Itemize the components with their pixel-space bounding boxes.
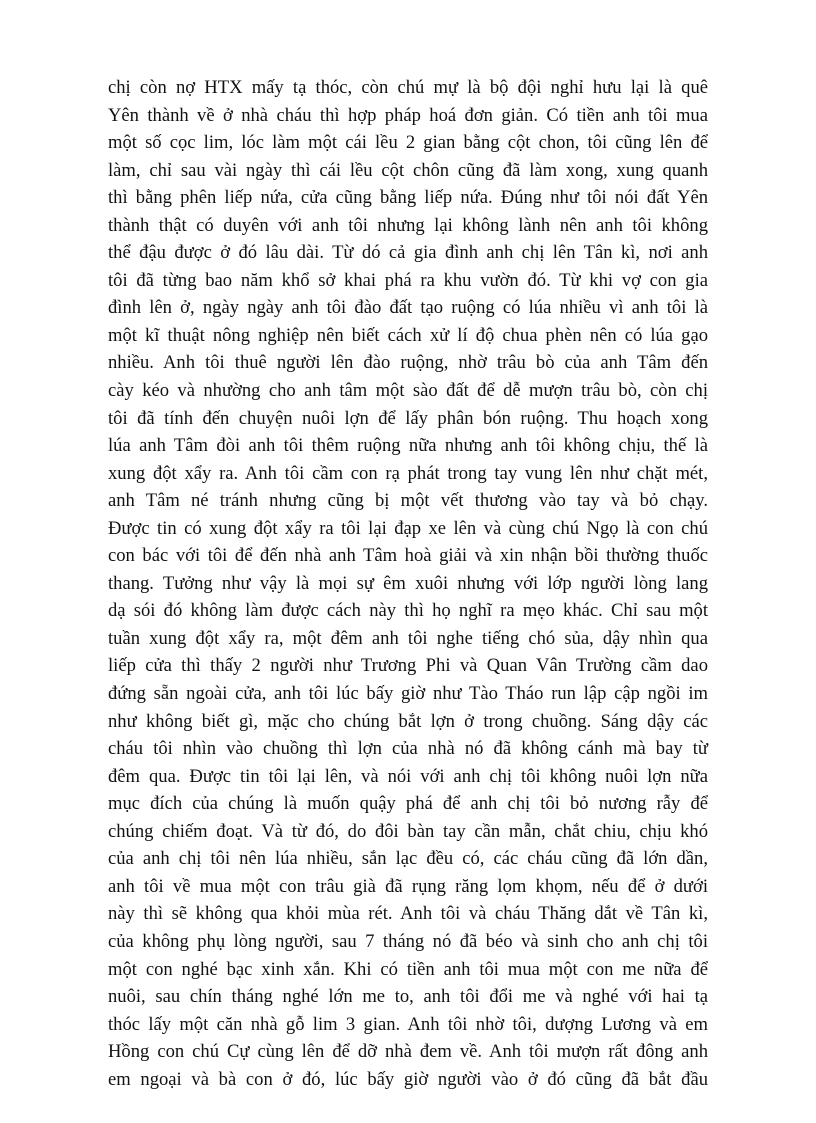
text-line: nhiều. Anh tôi thuê người lên đào ruộng, nhờ trâu bò của anh Tâm đến <box>108 352 708 374</box>
text-line: thành thật có duyên với anh tôi nhưng lại không lành nên anh tôi không <box>108 214 708 236</box>
text-line: một kĩ thuật nông nghiệp nên biết cách xử lí độ chua phèn nên có lúa gạo <box>108 324 708 346</box>
text-line: thóc lấy một căn nhà gỗ lim 3 gian. Anh tôi nhờ tôi, dượng Lương và em <box>108 1013 708 1035</box>
text-line: này thì sẽ không qua khỏi mùa rét. Anh tôi và cháu Thăng dắt về Tân kì, <box>108 903 708 925</box>
text-line: của anh chị tôi nên lúa nhiều, sắn lạc đều có, các cháu cũng đã lớn dần, <box>108 848 708 870</box>
text-line: của không phụ lòng người, sau 7 tháng nó đã béo và sinh cho anh chị tôi <box>108 930 708 952</box>
text-line: như không biết gì, mặc cho chúng bắt lợn ở trong chuồng. Sáng dậy các <box>108 710 708 732</box>
text-line: thể đậu được ở đó lâu dài. Từ dó cả gia đình anh chị lên Tân kì, nơi anh <box>108 242 708 264</box>
text-line: mục đích của chúng là muốn quậy phá để anh chị tôi bỏ nương rẫy để <box>108 793 708 815</box>
text-line: em ngoại và bà con ở đó, lúc bấy giờ người vào ở đó cũng đã bắt đầu <box>108 1068 708 1090</box>
text-line: Được tin có xung đột xẩy ra tôi lại đạp xe lên và cùng chú Ngọ là con chú <box>108 517 708 539</box>
text-line: nuôi, sau chín tháng nghé lớn me to, anh tôi đổi me và nghé với hai tạ <box>108 986 708 1008</box>
text-line: một con nghé bạc xinh xắn. Khi có tiền anh tôi mua một con me nữa để <box>108 958 708 980</box>
text-line: lúa anh Tâm đòi anh tôi thêm ruộng nữa nhưng anh tôi không chịu, thế là <box>108 435 708 457</box>
text-line: chị còn nợ HTX mấy tạ thóc, còn chú mự là bộ đội nghỉ hưu lại là quê <box>108 77 708 98</box>
text-line: đêm qua. Được tin tôi lại lên, và nói với anh chị tôi không nuôi lợn nữa <box>108 765 708 787</box>
text-line: một số cọc lim, lóc làm một cái lều 2 gian bằng cột chon, tôi cũng lên để <box>108 132 708 154</box>
text-line: thang. Tưởng như vậy là mọi sự êm xuôi nhưng với lớp người lòng lang <box>108 572 708 594</box>
text-line: cháu tôi nhìn vào chuồng thì lợn của nhà nó đã không cánh mà bay từ <box>108 738 708 760</box>
text-line: thì bằng phên liếp nứa, cửa cũng bằng liếp nứa. Đúng như tôi nói đất Yên <box>108 187 708 209</box>
text-line: tôi đã từng bao năm khổ sở khai phá ra khu vườn đó. Từ khi vợ con gia <box>108 269 708 291</box>
text-line: con bác với tôi để đến nhà anh Tâm hoà giải và xin nhận bồi thường thuốc <box>108 545 708 567</box>
text-line: liếp cửa thì thấy 2 người như Trương Phi và Quan Vân Trường cầm dao <box>108 655 708 677</box>
text-line: xung đột xẩy ra. Anh tôi cầm con rạ phát trong tay vung lên như chặt mét, <box>108 462 708 484</box>
text-line: đứng sẵn ngoài cửa, anh tôi lúc bấy giờ như Tào Tháo run lập cập ngồi im <box>108 683 708 705</box>
text-line: chúng chiếm đoạt. Và từ đó, do đôi bàn tay cần mẫn, chắt chiu, chịu khó <box>108 820 708 842</box>
text-line: làm, chỉ sau vài ngày thì cái lều cột chôn cũng đã làm xong, xung quanh <box>108 159 708 181</box>
text-line: Hồng con chú Cự cùng lên để dỡ nhà đem về. Anh tôi mượn rất đông anh <box>108 1041 708 1063</box>
text-line: cày kéo và nhường cho anh tâm một sào đất để dễ mượn trâu bò, còn chị <box>108 380 708 402</box>
text-line: tuần xung đột xẩy ra, một đêm anh tôi nghe tiếng chó sủa, dậy nhìn qua <box>108 627 708 649</box>
text-line: tôi đã tính đến chuyện nuôi lợn để lấy phân bón ruộng. Thu hoạch xong <box>108 407 708 429</box>
text-line: dạ sói đó không làm được cách này thì họ nghĩ ra mẹo khác. Chỉ sau một <box>108 600 708 622</box>
text-line: anh Tâm né tránh nhưng cũng bị một vết thương vào tay và bỏ chạy. <box>108 490 708 512</box>
text-line: Yên thành về ở nhà cháu thì hợp pháp hoá đơn giản. Có tiền anh tôi mua <box>108 104 708 126</box>
text-line: anh tôi về mua một con trâu già đã rụng răng lọm khọm, nếu để ở dưới <box>108 875 708 897</box>
text-line: đình lên ở, ngày ngày anh tôi đào đất tạo ruộng có lúa nhiều vì anh tôi là <box>108 297 708 319</box>
body-text <box>108 74 708 1093</box>
